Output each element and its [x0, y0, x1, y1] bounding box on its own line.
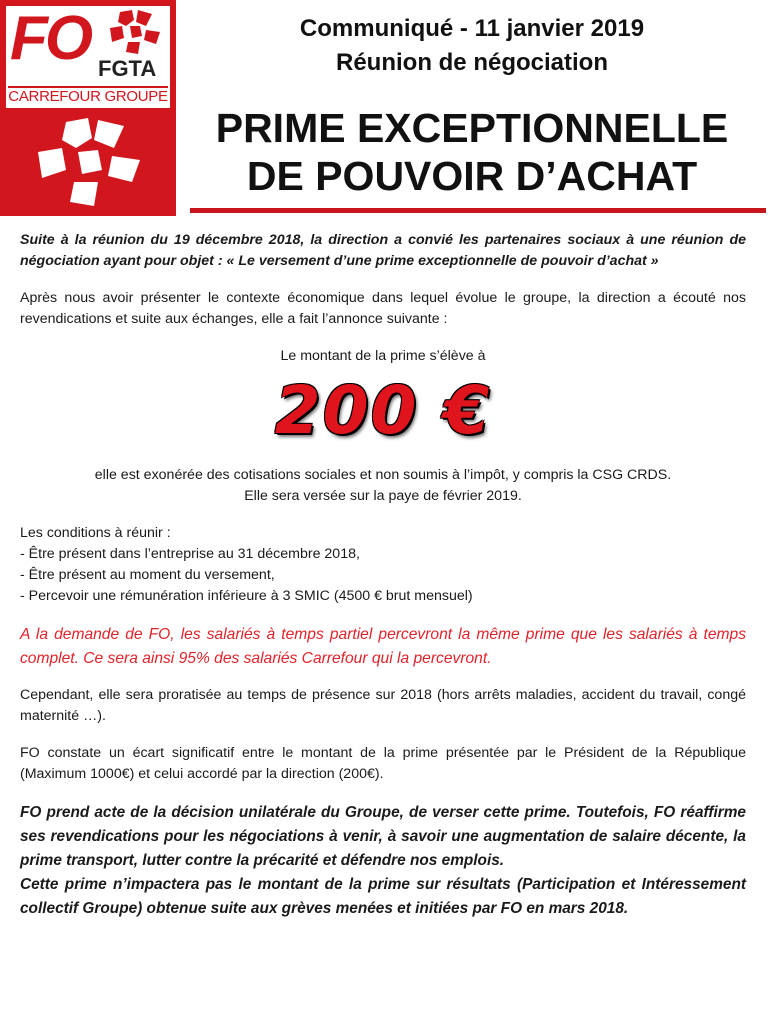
exemption-line: elle est exonérée des cotisations sociales et non soumis à l’impôt, y compris la CSG CRDS. [94, 467, 672, 483]
document-body [20, 230, 746, 921]
intro-paragraph: Suite à la réunion du 19 décembre 2018, la direction a convié les partenaires sociaux à une réunion de négociation ayant pour objet : « Le versement d’une prime exceptionnelle de pouvoir d’achat » [20, 232, 746, 269]
fo-demand-paragraph: A la demande de FO, les salariés à temps partiel percevront la même prime que les salariés à temps complet. Ce sera ainsi 95% des salariés Carrefour qui la percevront. [20, 626, 746, 667]
amount-value: 200 € [274, 372, 492, 449]
communique-date: Communiqué - 11 janvier 2019 [299, 15, 645, 42]
header [176, 0, 768, 216]
communique-subtitle: Réunion de négociation [335, 49, 608, 76]
logo-fgta-text: FGTA [98, 56, 157, 81]
title-line-1: PRIME EXCEPTIONNELLE [215, 105, 729, 151]
condition-item: - Être présent au moment du versement, [20, 567, 275, 583]
payment-line: Elle sera versée sur la paye de février 2019. [244, 488, 522, 504]
page-title [176, 104, 768, 200]
closing-paragraph-1: FO prend acte de la décision unilatérale du Groupe, de verser cette prime. Toutefois, FO réaffirme ses revendications pour les négociations à venir, à savoir une augmentation de salaire décente, la prime transport, lutter contre la précarité et défendre nos emplois. [20, 804, 746, 869]
logo-group-text: CARREFOUR GROUPE [8, 88, 168, 105]
conditions-list [20, 523, 746, 607]
closing-paragraph-2: Cette prime n’impactera pas le montant de la prime sur résultats (Participation et Intéressement collectif Groupe) obtenue suite aux grèves menées et initiées par FO en mars 2018. [20, 876, 746, 917]
title-underline [190, 208, 766, 213]
logo-fo-text: FO [10, 4, 91, 73]
logo-flower-large-icon [32, 118, 144, 208]
context-paragraph: Après nous avoir présenter le contexte économique dans lequel évolue le groupe, la direction a écouté nos revendications et suite aux échanges, elle a fait l’annonce suivante : [20, 290, 746, 327]
amount-intro: Le montant de la prime s’élève à [280, 348, 486, 364]
fo-fgta-logo [0, 0, 176, 216]
prorata-paragraph: Cependant, elle sera proratisée au temps de présence sur 2018 (hors arrêts maladies, accident du travail, congé maternité …). [20, 687, 746, 724]
title-line-2: DE POUVOIR D’ACHAT [246, 153, 698, 199]
condition-item: - Être présent dans l’entreprise au 31 décembre 2018, [20, 546, 360, 562]
condition-item: - Percevoir une rémunération inférieure à 3 SMIC (4500 € brut mensuel) [20, 588, 473, 604]
logo-white-panel [6, 6, 170, 108]
logo-flower-small-icon [106, 10, 162, 56]
conditions-title: Les conditions à réunir : [20, 525, 171, 541]
gap-paragraph: FO constate un écart significatif entre le montant de la prime présentée par le Président de la République (Maximum 1000€) et celui accordé par la direction (200€). [20, 745, 746, 782]
